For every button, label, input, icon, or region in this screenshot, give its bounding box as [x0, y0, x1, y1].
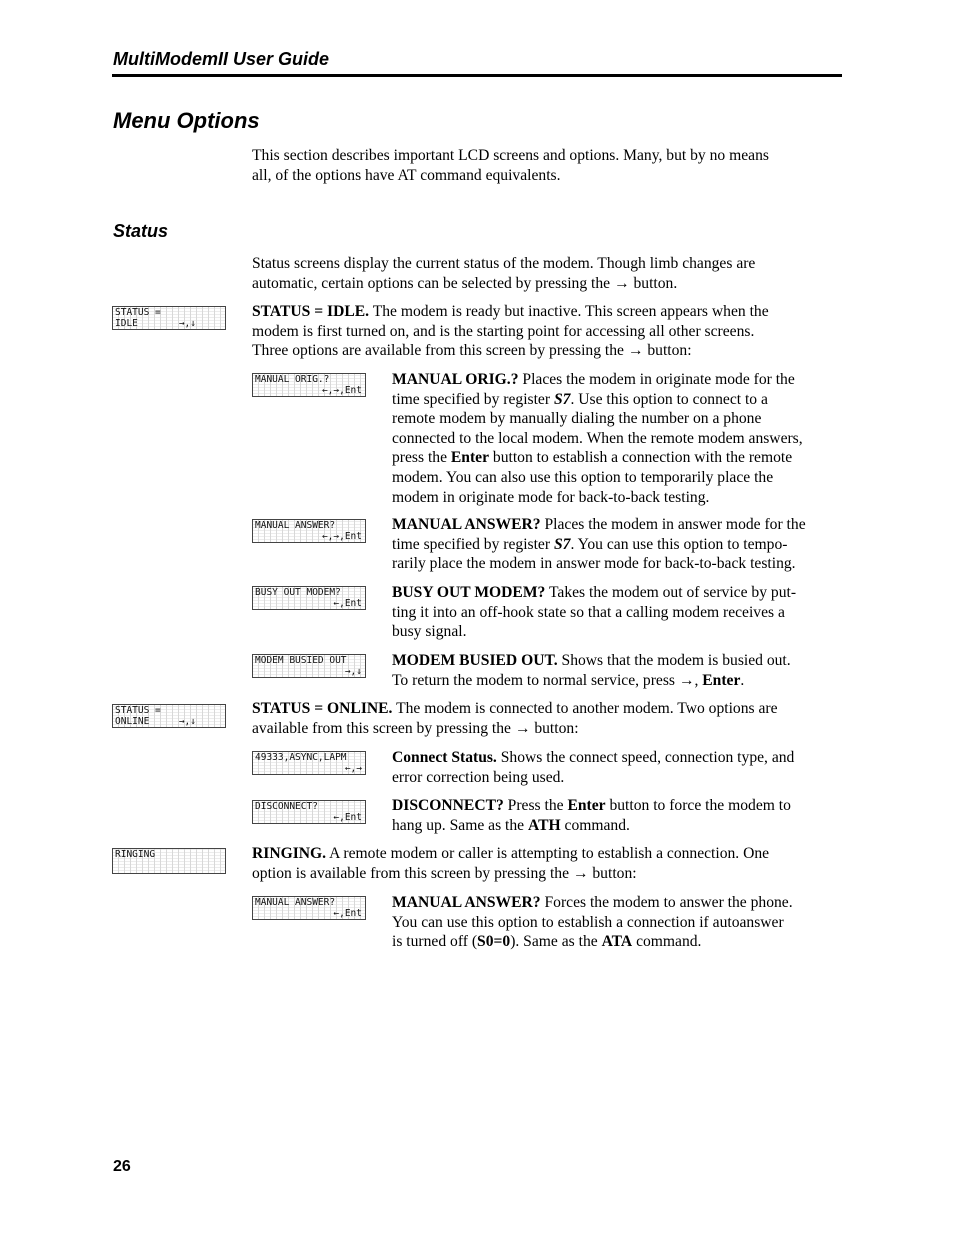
item-status-idle [252, 302, 769, 361]
lcd-modem-busied-out [252, 654, 366, 678]
lcd-manual-answer-2 [252, 896, 366, 920]
item-text-2b: . You can use this option to tempo- [570, 535, 788, 553]
item-text-5b: button to establish a connection with the remote [489, 449, 793, 467]
lcd-line-2 [115, 717, 223, 728]
item-lead: MANUAL ORIG.? [392, 371, 519, 388]
item-disconnect [392, 796, 791, 835]
enter-key-label: Enter [702, 671, 741, 689]
subsection-title: Status [113, 221, 169, 241]
lcd-ringing [112, 848, 226, 874]
at-command: ATA [601, 933, 633, 951]
lcd-line-2: ←,→ [344, 762, 362, 774]
item-text-1: The modem is connected to another modem. Two options are [392, 700, 778, 717]
item-text-3a: is turned off ( [392, 933, 478, 951]
lcd-line-2: ←,Ent [333, 597, 362, 609]
lcd-connect-status [252, 751, 366, 775]
section-intro-line-2: all, of the options have AT command equivalents. [252, 166, 561, 184]
lcd-line-2-right: →,↓ [178, 317, 196, 329]
item-text-2a: time specified by register [392, 535, 554, 553]
item-text-1: Takes the modem out of service by put- [545, 584, 797, 601]
item-text-6: modem. You can also use this option to temporarily place the [392, 468, 774, 486]
item-text-2: You can use this option to establish a connection if autoanswer [392, 913, 784, 931]
item-modem-busied-out [392, 651, 791, 690]
lcd-line-2-right: →,↓ [178, 715, 196, 727]
running-header-title: MultiModemII User Guide [113, 49, 330, 69]
item-text-1: Places the modem in originate mode for the [518, 371, 795, 388]
lcd-status-online [112, 704, 226, 728]
lcd-manual-answer [252, 519, 366, 543]
item-manual-orig [392, 370, 803, 507]
item-status-online [252, 699, 778, 738]
item-text-2b: . [740, 671, 745, 689]
item-lead: DISCONNECT? [392, 797, 504, 814]
item-text-3: busy signal. [392, 623, 467, 641]
item-text-2b: . Use this option to connect to a [570, 390, 768, 408]
section-title: Menu Options [113, 108, 260, 133]
item-manual-answer-2 [392, 893, 793, 952]
item-busy-out-modem [392, 583, 796, 642]
header-rule [112, 74, 842, 77]
item-lead: Connect Status. [392, 749, 497, 766]
section-intro-line-1: This section describes important LCD screens and options. Many, but by no means [252, 147, 769, 164]
lcd-manual-orig [252, 373, 366, 397]
subsection-intro-line-1: Status screens display the current status of the modem. Though limb changes are [252, 255, 756, 272]
item-text-4: connected to the local modem. When the remote modem answers, [392, 429, 803, 447]
lcd-line-2 [115, 319, 223, 330]
item-lead: BUSY OUT MODEM? [392, 584, 546, 601]
item-text-3c: command. [632, 933, 702, 951]
item-text-2a: To return the modem to normal service, press →, [392, 671, 703, 689]
item-ringing [252, 844, 769, 883]
item-text-2: error correction being used. [392, 768, 565, 786]
item-text-3: remote modem by manually dialing the number on a phone [392, 410, 762, 428]
item-manual-answer [392, 515, 806, 574]
lcd-line-1: 49333,ASYNC,LAPM [255, 752, 347, 763]
item-text-1: Shows the connect speed, connection type, and [496, 749, 795, 766]
item-connect-status [392, 748, 794, 787]
lcd-line-1: RINGING [115, 849, 156, 860]
enter-key-label: Enter [450, 449, 490, 467]
lcd-line-1: STATUS = [115, 307, 161, 318]
item-lead: MANUAL ANSWER? [392, 894, 541, 911]
lcd-line-2: ←,Ent [333, 811, 362, 823]
lcd-line-2-left: IDLE [115, 317, 138, 329]
lcd-line-2: ←,Ent [333, 907, 362, 919]
lcd-line-1: STATUS = [115, 705, 161, 716]
item-lead: STATUS = ONLINE. [252, 700, 393, 717]
item-text-2: available from this screen by pressing the → button: [252, 719, 579, 737]
lcd-line-1: BUSY OUT MODEM? [255, 587, 341, 598]
section-intro [252, 146, 769, 185]
page-number: 26 [113, 1158, 131, 1175]
lcd-line-1: MODEM BUSIED OUT [255, 655, 347, 666]
item-text-2a: time specified by register [392, 390, 554, 408]
lcd-line-2: ←,→,Ent [321, 384, 362, 396]
lcd-line-1: MANUAL ORIG.? [255, 374, 330, 385]
lcd-status-idle [112, 306, 226, 330]
lcd-line-2: ←,→,Ent [321, 530, 362, 542]
lcd-line-1: DISCONNECT? [255, 801, 318, 812]
lcd-line-2-left: ONLINE [115, 715, 150, 727]
item-text-3b: ). Same as the [510, 933, 602, 951]
item-text-1: Forces the modem to answer the phone. [540, 894, 793, 911]
item-text-1a: Press the [503, 797, 568, 814]
item-text-1: A remote modem or caller is attempting to establish a connection. One [326, 845, 770, 862]
subsection-intro-line-2: automatic, certain options can be selected by pressing the → button. [252, 274, 678, 292]
item-text-1: The modem is ready but inactive. This screen appears when the [369, 303, 769, 320]
item-text-3: Three options are available from this screen by pressing the → button: [252, 342, 692, 360]
enter-key-label: Enter [567, 797, 606, 814]
item-lead: MODEM BUSIED OUT. [392, 652, 558, 669]
register-name: S7 [553, 535, 571, 553]
lcd-disconnect [252, 800, 366, 824]
lcd-busy-out-modem [252, 586, 366, 610]
item-text-2: ting it into an off-hook state so that a calling modem receives a [392, 603, 785, 621]
item-text-7: modem in originate mode for back-to-back testing. [392, 488, 710, 506]
item-text-2: modem is first turned on, and is the starting point for accessing all other screens. [252, 322, 755, 340]
item-text-3: rarily place the modem in answer mode for back-to-back testing. [392, 555, 796, 573]
item-lead: STATUS = IDLE. [252, 303, 370, 320]
item-text-2b: command. [560, 816, 630, 834]
item-text-2a: hang up. Same as the [392, 816, 528, 834]
subsection-intro [252, 254, 755, 293]
register-name: S7 [553, 390, 571, 408]
item-text-2: option is available from this screen by pressing the → button: [252, 864, 637, 882]
item-text-1: Shows that the modem is busied out. [557, 652, 791, 669]
lcd-line-1: MANUAL ANSWER? [255, 520, 336, 531]
at-command: ATH [527, 816, 561, 834]
s-register-setting: S0=0 [477, 933, 511, 951]
item-lead: RINGING. [252, 845, 327, 862]
item-text-5a: press the [392, 449, 451, 467]
item-text-1b: button to force the modem to [605, 797, 791, 814]
item-text-1: Places the modem in answer mode for the [540, 516, 806, 533]
item-lead: MANUAL ANSWER? [392, 516, 541, 533]
lcd-line-1: MANUAL ANSWER? [255, 897, 336, 908]
lcd-line-2: →,↓ [344, 665, 362, 677]
